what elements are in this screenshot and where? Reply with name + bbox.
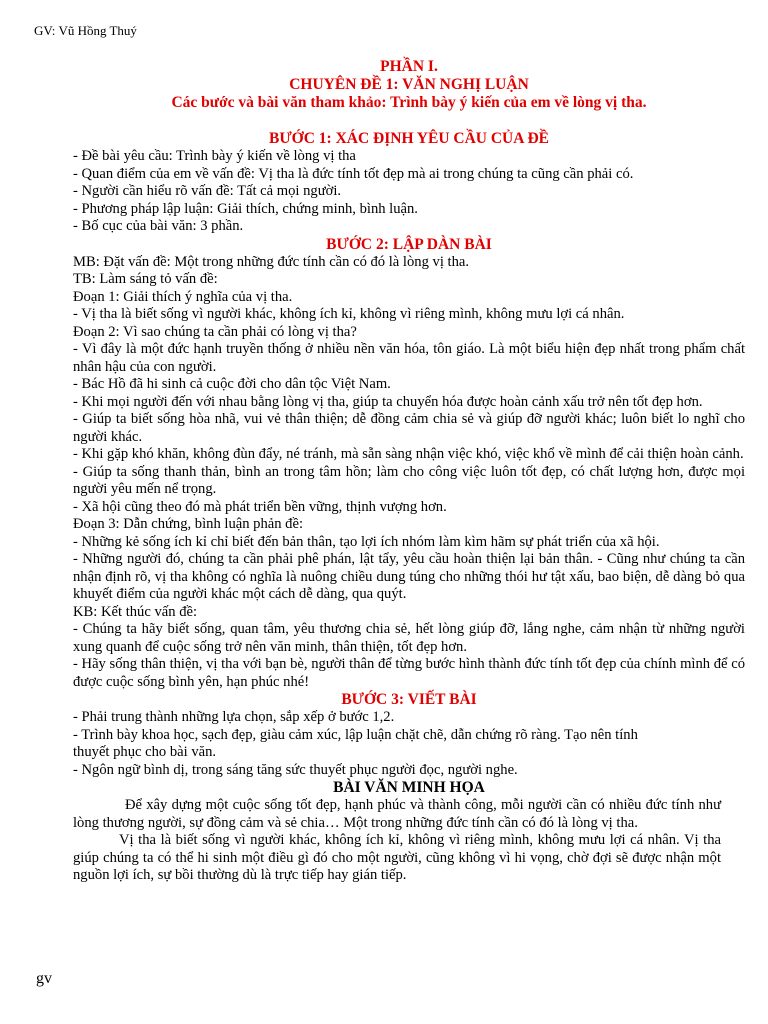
step3-line: - Ngôn ngữ bình dị, trong sáng tăng sức thuyết phục người đọc, người nghe. — [73, 761, 518, 778]
step2-line: - Giúp ta biết sống hòa nhã, vui vẻ thân thiện; dễ đồng cảm chia sẻ và giúp đỡ người khác; luôn biết lo nghĩ cho người khác. — [73, 411, 745, 445]
subtitle: Các bước và bài văn tham khảo: Trình bày ý kiến của em về lòng vị tha. — [171, 94, 647, 111]
step1-line: - Bố cục của bài văn: 3 phần. — [73, 218, 244, 234]
step2-line: - Vị tha là biết sống vì người khác, không ích kỉ, không vì riêng mình, không mưu lợi cá nhân. — [73, 306, 625, 322]
step3-line: - Phải trung thành những lựa chọn, sắp xếp ở bước 1,2. — [73, 709, 395, 725]
step2-line: KB: Kết thúc vấn đề: — [73, 603, 198, 620]
step2-line: - Khi gặp khó khăn, không đùn đẩy, né tránh, mà sẵn sàng nhận việc khó, việc khổ về mình để cải thiện hoàn cảnh. — [73, 446, 744, 462]
step3-line: - Trình bày khoa học, sạch đẹp, giàu cảm xúc, lập luận chặt chẽ, dẫn chứng rõ ràng. Tạo nên tính thuyết phục cho bài văn. — [73, 726, 638, 760]
step1-line: - Người cần hiểu rõ vấn đề: Tất cả mọi người. — [73, 183, 342, 199]
step2-line: MB: Đặt vấn đề: Một trong những đức tính cần có đó là lòng vị tha. — [73, 253, 470, 270]
step3-heading: BƯỚC 3: VIẾT BÀI — [341, 691, 477, 708]
step2-line: Đoạn 2: Vì sao chúng ta cần phải có lòng vị tha? — [73, 323, 357, 340]
step2-line: - Bác Hồ đã hi sinh cả cuộc đời cho dân tộc Việt Nam. — [73, 376, 391, 392]
step2-line: - Những kẻ sống ích kỉ chỉ biết đến bản thân, tạo lợi ích nhóm làm kìm hãm sự phát triển của xã hội. — [73, 533, 660, 550]
step2-line: - Vì đây là một đức hạnh truyền thống ở nhiều nền văn hóa, tôn giáo. Là một biểu hiện đẹp nhất trong phẩm chất nhân hậu của con người. — [73, 341, 745, 375]
step2-line: - Khi mọi người đến với nhau bằng lòng vị tha, giúp ta chuyển hóa được hoàn cảnh xấu trở nên tốt đẹp hơn. — [73, 393, 703, 410]
step2-line: - Xã hội cũng theo đó mà phát triển bền vững, thịnh vượng hơn. — [73, 498, 447, 515]
page-footer: gv — [36, 970, 52, 987]
step2-line: - Giúp ta sống thanh thản, bình an trong tâm hồn; làm cho công việc luôn tốt đẹp, có chất lượng hơn, được mọi người yêu mến nể trọng. — [73, 463, 745, 497]
topic-title: CHUYÊN ĐỀ 1: VĂN NGHỊ LUẬN — [289, 76, 529, 93]
step1-line: - Quan điểm của em về vấn đề: Vị tha là đức tính tốt đẹp mà ai trong chúng ta cũng cần phải có. — [73, 165, 634, 182]
step2-heading: BƯỚC 2: LẬP DÀN BÀI — [326, 235, 492, 253]
essay-paragraph: Để xây dựng một cuộc sống tốt đẹp, hạnh phúc và thành công, mỗi người cần có nhiều đức tính như lòng thương người, sự đồng cảm và sẻ chia… Một trong những đức tính cần có đó là lòng vị tha. — [73, 797, 721, 831]
step1-line: - Đề bài yêu cầu: Trình bày ý kiến về lòng vị tha — [73, 148, 356, 164]
step2-line: - Hãy sống thân thiện, vị tha với bạn bè, người thân để từng bước hình thành đức tính tốt đẹp của chính mình để có được cuộc sống bình yên, hạn phúc nhé! — [73, 656, 745, 690]
essay-heading: BÀI VĂN MINH HỌA — [333, 779, 485, 796]
step2-line: Đoạn 1: Giải thích ý nghĩa của vị tha. — [73, 288, 293, 305]
part-title: PHẦN I. — [380, 58, 438, 75]
essay-paragraph: Vị tha là biết sống vì người khác, không ích kỉ, không vì riêng mình, không mưu lợi cá nhân. Vị tha giúp chúng ta có thể hi sinh một điều gì đó cho một người, cũng không vì hi vọng, chờ đợi sẽ được nhận một nguồn lợi ích, sự bồi thường dù là trực tiếp hay gián tiếp. — [73, 832, 721, 883]
step1-line: - Phương pháp lập luận: Giải thích, chứng minh, bình luận. — [73, 200, 418, 217]
step2-line: - Những người đó, chúng ta cần phải phê phán, lật tẩy, yêu cầu hoàn thiện lại bản thân. - Cũng như chúng ta cần nhận định rõ, vị tha không có nghĩa là nuông chiều dung túng cho những thói hư tật xấu, bao biện, dễ dàng bỏ qua khuyết điểm của người khác một cách dễ dàng, qua quýt. — [73, 551, 745, 602]
page-header: GV: Vũ Hồng Thuý — [34, 23, 137, 38]
document-body — [73, 58, 745, 885]
step2-line: TB: Làm sáng tỏ vấn đề: — [73, 271, 218, 287]
step1-heading: BƯỚC 1: XÁC ĐỊNH YÊU CẦU CỦA ĐỀ — [268, 130, 549, 147]
step2-line: Đoạn 3: Dẫn chứng, bình luận phản đề: — [73, 516, 304, 532]
step2-line: - Chúng ta hãy biết sống, quan tâm, yêu thương chia sẻ, hết lòng giúp đỡ, lắng nghe, cảm nhận từ những người xung quanh để cuộc sống trở nên văn minh, thân thiện, tốt đẹp hơn. — [73, 621, 745, 655]
